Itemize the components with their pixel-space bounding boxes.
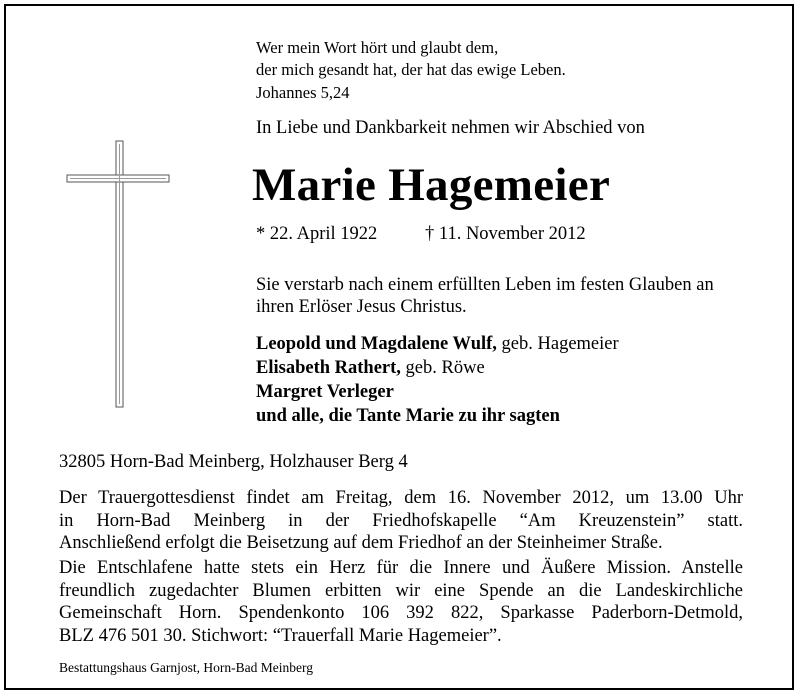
service-line-3: Anschließend erfolgt die Beisetzung auf dem Friedhof an der Steinheimer Straße.: [59, 533, 663, 553]
mourner-4-name: und alle, die Tante Marie zu ihr sagten: [256, 406, 560, 426]
mourner-2: [256, 358, 485, 379]
service-paragraph: [59, 487, 743, 555]
verse-line-2: der mich gesandt hat, der hat das ewige Leben.: [256, 60, 566, 79]
death-date: † 11. November 2012: [425, 224, 586, 244]
donation-line-2: freundlich zugedachter Blumen erbitten wir eine Spende an die Landeskirchliche: [59, 580, 743, 601]
deceased-name: Marie Hagemeier: [252, 159, 611, 211]
mourner-2-name: Elisabeth Rathert,: [256, 358, 401, 378]
verse-reference: Johannes 5,24: [256, 83, 350, 102]
mourner-3-name: Margret Verleger: [256, 382, 394, 402]
verse-line-1: Wer mein Wort hört und glaubt dem,: [256, 38, 499, 57]
funeral-home: Bestattungshaus Garnjost, Horn-Bad Meinberg: [59, 660, 313, 675]
service-line-1: Der Trauergottesdienst findet am Freitag, dem 16. November 2012, um 13.00 Uhr: [59, 488, 743, 508]
intro-text: In Liebe und Dankbarkeit nehmen wir Abschied von: [256, 118, 645, 138]
mourner-1-note: geb. Hagemeier: [501, 334, 619, 354]
mourner-2-note: geb. Röwe: [405, 358, 485, 378]
address: 32805 Horn-Bad Meinberg, Holzhauser Berg 4: [59, 452, 408, 472]
mourner-3: [256, 382, 394, 403]
donation-line-1: Die Entschlafene hatte stets ein Herz für die Innere und Äußere Mission. Anstelle: [59, 558, 743, 578]
donation-line-3: Gemeinschaft Horn. Spendenkonto 106 392 822, Sparkasse Paderborn-Detmold,: [59, 603, 743, 623]
mourner-1: [256, 334, 619, 355]
mourner-4: [256, 406, 560, 427]
bio-line-1: Sie verstarb nach einem erfüllten Leben im festen Glauben an: [256, 275, 714, 295]
birth-date: * 22. April 1922: [256, 224, 378, 244]
cross-icon: [66, 140, 170, 408]
service-line-2: in Horn-Bad Meinberg in der Friedhofskapelle “Am Kreuzenstein” statt.: [59, 510, 743, 531]
bio-line-2: ihren Erlöser Jesus Christus.: [256, 297, 467, 317]
donation-line-4: BLZ 476 501 30. Stichwort: “Trauerfall Marie Hagemeier”.: [59, 625, 502, 646]
donation-paragraph: [59, 557, 743, 647]
mourner-1-name: Leopold und Magdalene Wulf,: [256, 334, 497, 354]
